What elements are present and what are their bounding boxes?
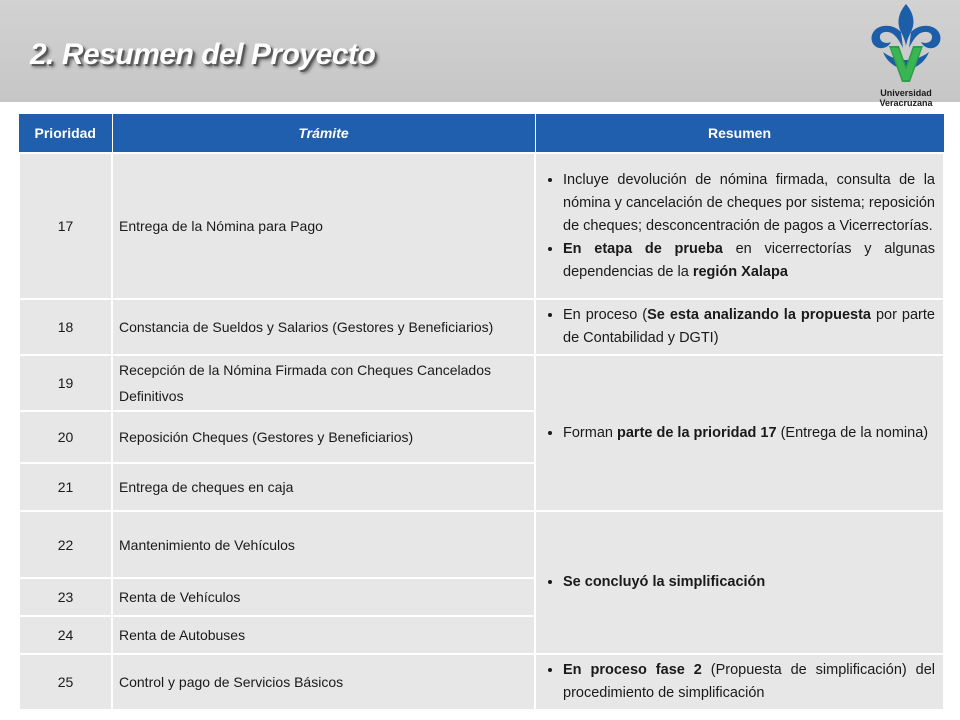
- column-header-resumen: Resumen: [535, 114, 944, 153]
- priority-cell: 24: [19, 616, 112, 654]
- tramite-cell: Entrega de cheques en caja: [112, 463, 535, 511]
- resumen-text: En proceso (: [563, 307, 648, 323]
- summary-table: [18, 114, 945, 711]
- table-row: [19, 299, 944, 355]
- resumen-cell: [535, 355, 944, 511]
- uv-flor-de-lis-logo-icon: [863, 2, 949, 88]
- resumen-text: en vicerrectorías y algunas dependencias de la: [563, 240, 935, 280]
- table-row: [19, 511, 944, 578]
- priority-cell: 22: [19, 511, 112, 578]
- column-header-tramite: Trámite: [112, 114, 535, 153]
- resumen-bold: región Xalapa: [692, 263, 788, 280]
- tramite-cell: Reposición Cheques (Gestores y Beneficiarios): [112, 411, 535, 463]
- priority-cell: 20: [19, 411, 112, 463]
- priority-cell: 19: [19, 355, 112, 411]
- resumen-bold: En proceso fase 2: [563, 662, 702, 678]
- resumen-cell: [535, 299, 944, 355]
- tramite-cell: Mantenimiento de Vehículos: [112, 511, 535, 578]
- tramite-cell: Entrega de la Nómina para Pago: [112, 153, 535, 299]
- priority-cell: 23: [19, 578, 112, 616]
- priority-cell: 25: [19, 654, 112, 710]
- resumen-cell: [535, 153, 944, 299]
- resumen-text: (Entrega de la nomina): [776, 424, 929, 441]
- table-header-row: [19, 114, 944, 153]
- resumen-bullet: [563, 571, 935, 594]
- tramite-cell: Control y pago de Servicios Básicos: [112, 654, 535, 710]
- resumen-bullet: [563, 659, 935, 705]
- column-header-prioridad: Prioridad: [19, 114, 112, 153]
- university-logo: [858, 2, 954, 108]
- page-title: 2. Resumen del Proyecto: [30, 38, 376, 71]
- logo-caption: Universidad Veracruzana: [879, 88, 933, 108]
- table-row: [19, 153, 944, 299]
- resumen-bold: parte de la prioridad 17: [617, 424, 777, 441]
- header-banner: [0, 0, 960, 108]
- resumen-text: por parte de Contabilidad y DGTI): [563, 307, 935, 346]
- table-row: [19, 654, 944, 710]
- table-row: [19, 355, 944, 411]
- tramite-cell: Renta de Vehículos: [112, 578, 535, 616]
- tramite-cell: Recepción de la Nómina Firmada con Cheques Cancelados Definitivos: [112, 355, 535, 411]
- resumen-bold: En etapa de prueba: [563, 240, 723, 257]
- priority-cell: 21: [19, 463, 112, 511]
- resumen-cell: [535, 654, 944, 710]
- resumen-bullet: [563, 422, 935, 445]
- resumen-cell: [535, 511, 944, 654]
- priority-cell: 17: [19, 153, 112, 299]
- resumen-bullet: • Incluye devolución de nómina firmada, consulta de la nómina y cancelación de cheques por sistema; reposición de cheques; desconcentración de pagos a Vicerrectorías.: [563, 169, 935, 238]
- resumen-bullet: [563, 238, 935, 284]
- resumen-bold: Se concluyó la simplificación: [563, 574, 766, 590]
- resumen-text: Forman: [563, 424, 617, 441]
- tramite-cell: Renta de Autobuses: [112, 616, 535, 654]
- resumen-bold: Se esta analizando la propuesta: [647, 307, 871, 323]
- tramite-cell: Constancia de Sueldos y Salarios (Gestores y Beneficiarios): [112, 299, 535, 355]
- priority-cell: 18: [19, 299, 112, 355]
- resumen-bullet: [563, 304, 935, 350]
- resumen-text: (Propuesta de simplificación) del procedimiento de simplificación: [563, 662, 935, 701]
